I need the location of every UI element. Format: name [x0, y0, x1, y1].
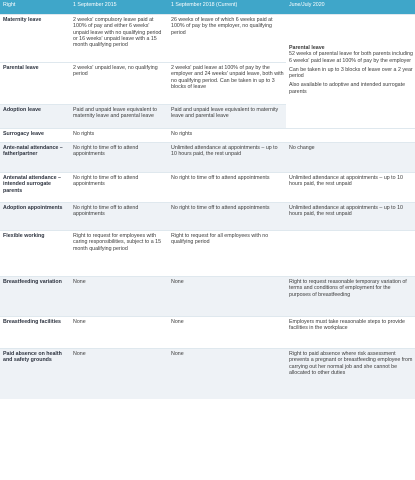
cell-2020: Unlimited attendance at appointments – up to 10 hours paid, the rest unpaid	[286, 173, 415, 203]
table-row	[0, 143, 415, 173]
parental-2020-title: Parental leave	[289, 44, 325, 51]
cell-2020-parental-leave	[286, 15, 415, 129]
header-2018: 1 September 2018 (Current)	[168, 0, 286, 15]
cell-2020	[286, 231, 415, 277]
table-row	[0, 317, 415, 349]
row-label: Parental leave	[0, 63, 70, 105]
table-row	[0, 173, 415, 203]
row-label: Adoption leave	[0, 105, 70, 129]
cell-2020: No change	[286, 143, 415, 173]
table-row	[0, 349, 415, 399]
row-label: Flexible working	[0, 231, 70, 277]
row-label: Antenatal attendance – intended surrogate parents	[0, 173, 70, 203]
cell-2015: Paid and unpaid leave equivalent to maternity leave and parental leave	[70, 105, 168, 129]
cell-2015: 2 weeks' compulsory leave paid at 100% of pay and either 6 weeks' unpaid leave with no qualifying period or 16 weeks' unpaid leave with a 15 month qualifying period	[70, 15, 168, 63]
cell-2020: Right to request reasonable temporary variation of terms and conditions of employment for the purposes of breastfeeding	[286, 277, 415, 317]
cell-2018: Unlimited attendance at appointments – up to 10 hours paid, the rest unpaid	[168, 143, 286, 173]
parental-2020-para-3: Also available to adoptive and intended surrogate parents	[289, 82, 406, 95]
table-row	[0, 129, 415, 143]
cell-2018: No right to time off to attend appointments	[168, 173, 286, 203]
cell-2015: None	[70, 317, 168, 349]
cell-2018: 26 weeks of leave of which 6 weeks paid at 100% of pay by the employer, no qualifying period	[168, 15, 286, 63]
cell-2020-empty	[286, 129, 415, 143]
row-label: Paid absence on health and safety grounds	[0, 349, 70, 399]
table-header-row	[0, 0, 415, 15]
cell-2018: None	[168, 349, 286, 399]
cell-2018: Right to request for all employees with no qualifying period	[168, 231, 286, 277]
cell-2018: No right to time off to attend appointments	[168, 203, 286, 231]
cell-2020: Employers must take reasonable steps to provide facilities in the workplace	[286, 317, 415, 349]
row-label: Adoption appointments	[0, 203, 70, 231]
row-label: Surrogacy leave	[0, 129, 70, 143]
row-label: Breastfeeding facilities	[0, 317, 70, 349]
parental-2020-para-1: 52 weeks of parental leave for both parents including 6 weeks' paid leave at 100% of pay by the employer	[289, 51, 413, 64]
cell-2015: No right to time off to attend appointments	[70, 143, 168, 173]
cell-2018: 2 weeks' paid leave at 100% of pay by the employer and 24 weeks' unpaid leave, both with no qualifying period. Can be taken in up to 3 blocks of leave	[168, 63, 286, 105]
header-2020: June/July 2020	[286, 0, 415, 15]
table-row	[0, 203, 415, 231]
table-row	[0, 277, 415, 317]
row-label: Maternity leave	[0, 15, 70, 63]
cell-2015: No right to time off to attend appointments	[70, 203, 168, 231]
header-right: Right	[0, 0, 70, 15]
cell-2018: None	[168, 277, 286, 317]
cell-2018: No rights	[168, 129, 286, 143]
table-row	[0, 15, 415, 63]
cell-2015: None	[70, 277, 168, 317]
cell-2018: None	[168, 317, 286, 349]
cell-2015: Right to request for employees with caring responsibilities, subject to a 15 month qualifying period	[70, 231, 168, 277]
parental-2020-para-2: Can be taken in up to 3 blocks of leave over a 2 year period	[289, 66, 413, 80]
cell-2018: Paid and unpaid leave equivalent to maternity leave and parental leave	[168, 105, 286, 129]
cell-2015: None	[70, 349, 168, 399]
table-row	[0, 231, 415, 277]
row-label: Ante-natal attendance – father/partner	[0, 143, 70, 173]
cell-2020: Unlimited attendance at appointments – up to 10 hours paid, the rest unpaid	[286, 203, 415, 231]
cell-2020: Right to paid absence where risk assessment prevents a pregnant or breastfeeding employee from carrying out her normal job and she cannot be allocated to other duties	[286, 349, 415, 399]
cell-2015: No right to time off to attend appointments	[70, 173, 168, 203]
cell-2015: No rights	[70, 129, 168, 143]
row-label: Breastfeeding variation	[0, 277, 70, 317]
cell-2015: 2 weeks' unpaid leave, no qualifying period	[70, 63, 168, 105]
header-2015: 1 September 2015	[70, 0, 168, 15]
